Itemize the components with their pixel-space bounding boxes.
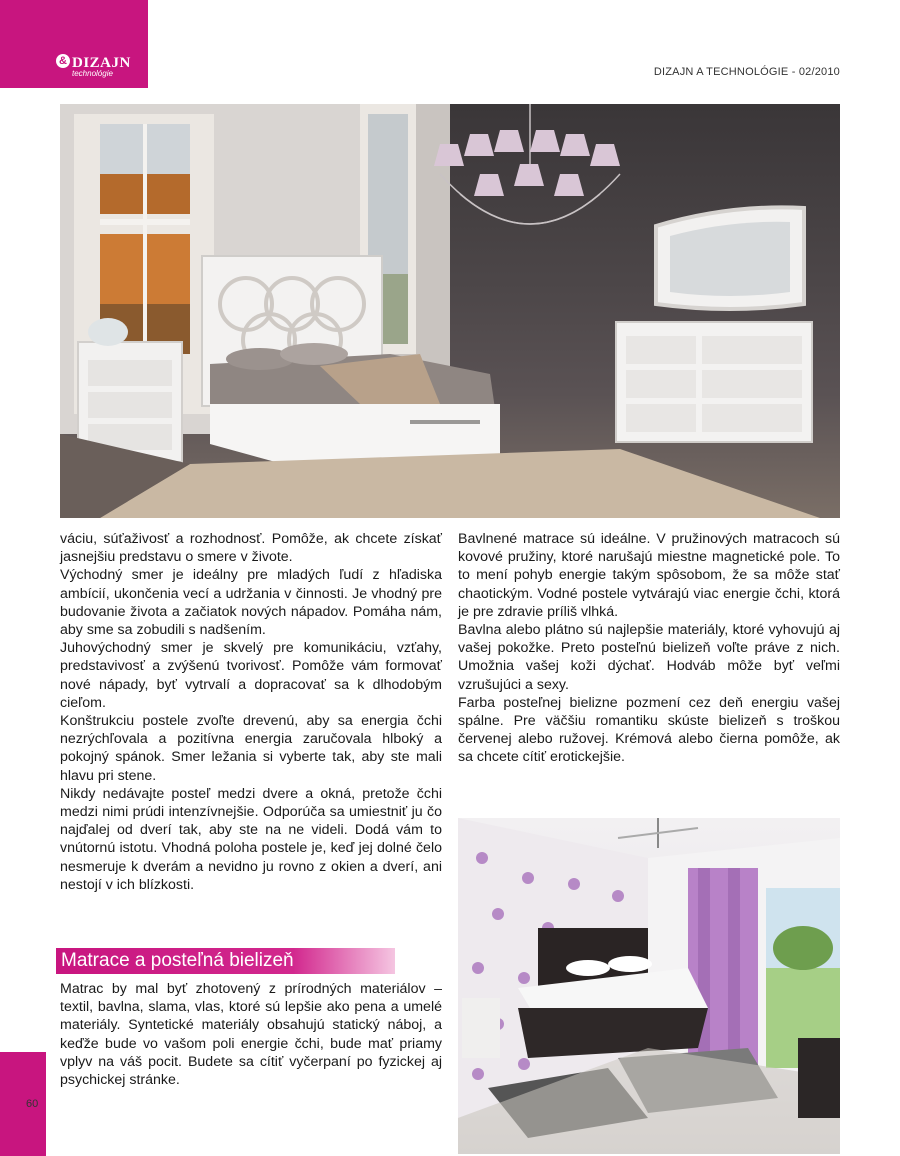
logo-ampersand: & (56, 54, 70, 68)
bedroom-illustration-2 (458, 818, 840, 1154)
article-column-left (60, 530, 442, 894)
paragraph: Konštrukciu postele zvoľte drevenú, aby sa energia čchi nezrýchľovala a pozitívna energia zaručovala hlboký a pokojný spánok. Smer ležania si vyberte tak, aby ste mali hlavu pri stene. (60, 713, 442, 784)
section-heading: Matrace a posteľná bielizeň (56, 948, 395, 974)
paragraph: Farba posteľnej bielizne pozmení cez deň energiu vašej spálne. Pre väčšiu romantiku skúste bielizeň s troškou červenej alebo ružovej. Krémová alebo čierna pomôže, ak sa chcete cítiť erotickejšie. (458, 694, 840, 766)
paragraph: Východný smer je ideálny pre mladých ľudí z hľadiska ambícií, ukončenia vecí a udržania v činnosti. Je vhodný pre budovanie života a začiatok nových nápadov. Pomáha nám, aby sme sa zobudili s nadšením. (60, 567, 442, 639)
corner-accent-bottom (0, 1052, 46, 1156)
paragraph: Matrac by mal byť zhotovený z prírodných materiálov – textil, bavlna, slama, vlas, ktoré sú lepšie ako pena a umelé materiály. Syntetické materiály obsahujú statický náboj, a keďže bude vo vašom poli energie čchi, bude mať priamy vplyv na váš pocit. Budete sa cítiť vyčerpaní po fyzickej aj psychickej stránke. (60, 981, 442, 1089)
paragraph: Nikdy nedávajte posteľ medzi dvere a okná, pretože čchi medzi nimi prúdi intenzívnejšie. Odporúča sa umiestniť ju čo najďalej od dverí tak, aby ste na ne videli. Dodá vám to vnútornú istotu. Vhodná poloha postele je, keď jej dolné čelo nesmeruje k dverám a nevidno ju rovno z okien a dverí, ani nestojí v ich blízkosti. (60, 785, 442, 893)
logo-title: DIZAJN (72, 55, 131, 71)
article-column-left-bottom (60, 980, 442, 1089)
issue-label: DIZAJN A TECHNOLÓGIE - 02/2010 (653, 66, 840, 78)
paragraph: Juhovýchodný smer je skvelý pre komunikáciu, vzťahy, predstavivosť a zvýšenú tvorivosť. Pomôže vám formovať nové nápady, byť vytrvalí a dopracovať sa k dlhodobým cieľom. (60, 640, 442, 711)
bedroom-photo-bottom (458, 818, 840, 1154)
article-column-right (458, 530, 840, 767)
paragraph: Bavlnené matrace sú ideálne. V pružinových matracoch sú kovové pružiny, ktoré narušajú miestne magnetické pole. To to mení pohyb energie takým spôsobom, že sa môže stať chaotickým. Vodné postele vytvárajú viac energie čchi, ktorá je pre zdravie príliš vlhká. (458, 531, 840, 620)
paragraph: Bavlna alebo plátno sú najlepšie materiály, ktoré vyhovujú aj vašej pokožke. Preto posteľnú bielizeň voľte práve z nich. Umožnia vašej koži dýchať. Hodváb môže byť veľmi vzrušujúci a sexy. (458, 622, 840, 693)
logo-subtitle: technológie (72, 69, 113, 78)
page-number: 60 (26, 1098, 39, 1110)
magazine-logo (58, 56, 131, 78)
bedroom-photo-top (60, 104, 840, 518)
bedroom-illustration (60, 104, 840, 518)
paragraph: váciu, súťaživosť a rozhodnosť. Pomôže, ak chcete získať jasnejšiu predstavu o smere v živote. (60, 531, 442, 566)
